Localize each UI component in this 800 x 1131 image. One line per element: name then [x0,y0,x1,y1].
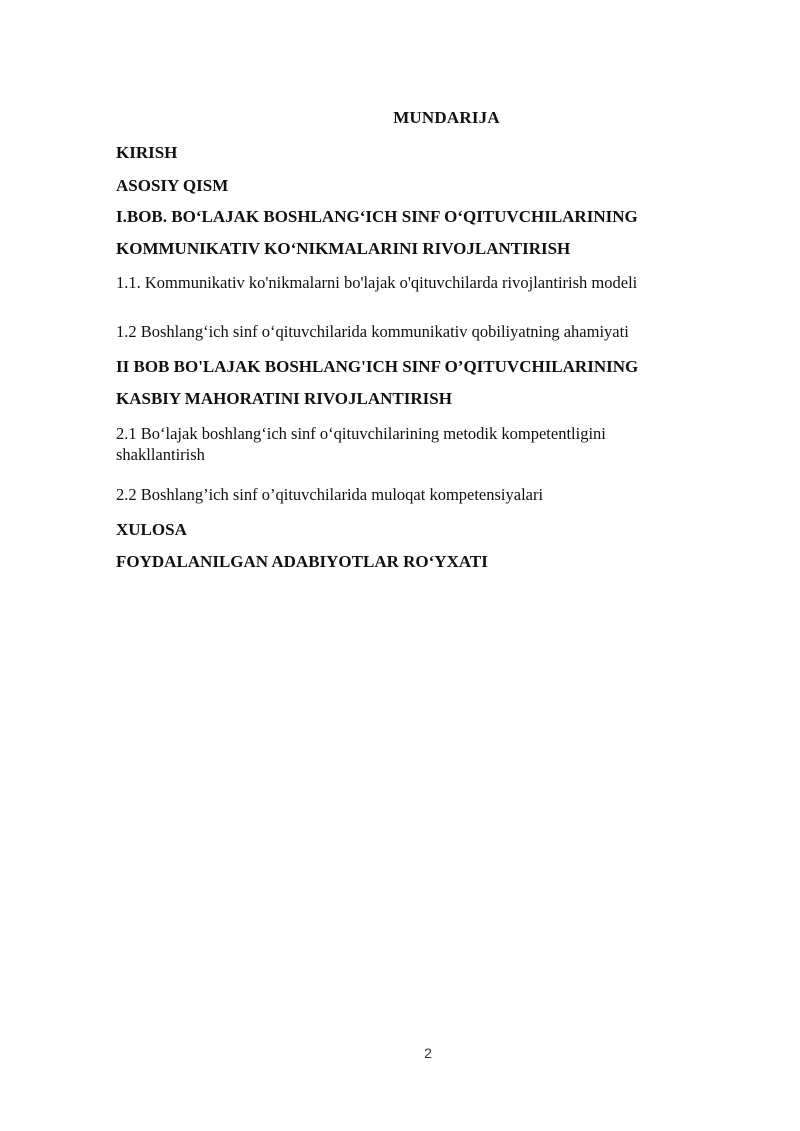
toc-entry-xulosa: XULOSA [116,520,187,539]
toc-entry-asosiy-qism: ASOSIY QISM [116,176,229,195]
toc-title: MUNDARIJA [393,108,500,127]
toc-entry-chapter-2-line-1: II BOB BO'LAJAK BOSHLANG'ICH SINF O’QITUVCHILARINING [116,357,639,376]
toc-entry-kirish: KIRISH [116,143,178,162]
toc-entry-section-1-2: 1.2 Boshlang‘ich sinf o‘qituvchilarida kommunikativ qobiliyatning ahamiyati [116,322,629,341]
toc-entry-chapter-1-line-2: KOMMUNIKATIV KO‘NIKMALARINI RIVOJLANTIRISH [116,239,571,258]
page-number: 2 [424,1045,432,1061]
toc-entry-chapter-2-line-2: KASBIY MAHORATINI RIVOJLANTIRISH [116,389,452,408]
toc-entry-foydalanilgan-adabiyotlar: FOYDALANILGAN ADABIYOTLAR RO‘YXATI [116,552,488,571]
toc-entry-chapter-1-line-1: I.BOB. BO‘LAJAK BOSHLANG‘ICH SINF O‘QITUVCHILARINING [116,207,638,226]
toc-entry-section-1-1: 1.1. Kommunikativ ko'nikmalarni bo'lajak o'qituvchilarda rivojlantirish modeli [116,273,638,292]
toc-entry-section-2-1: 2.1 Bo‘lajak boshlang‘ich sinf o‘qituvchilarining metodik kompetentligini shakllantirish [116,424,606,464]
toc-entry-section-2-2: 2.2 Boshlang’ich sinf o’qituvchilarida muloqat kompetensiyalari [116,485,544,504]
